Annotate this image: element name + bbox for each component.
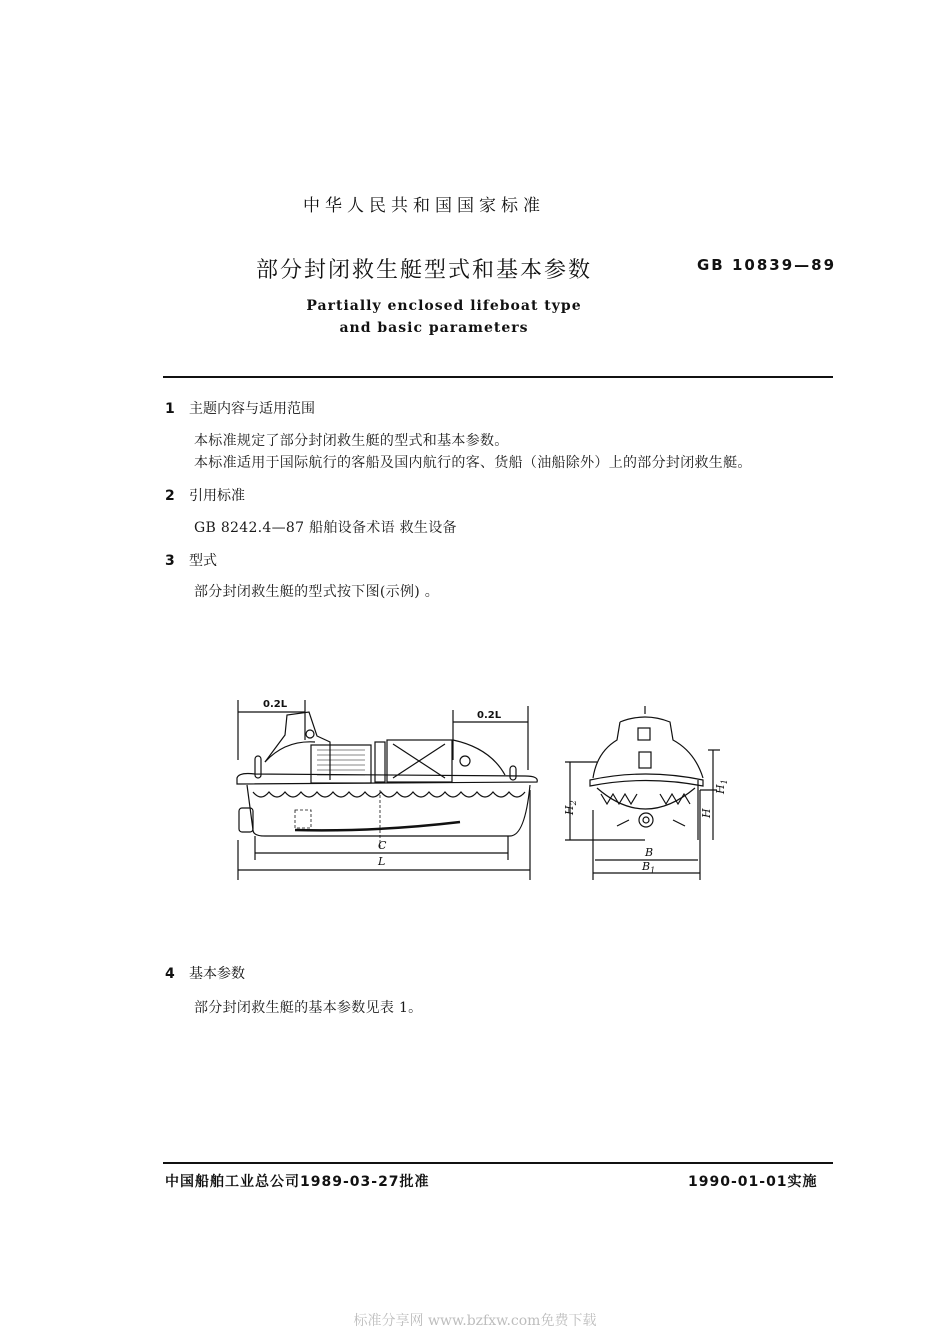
- dim-label-c: C: [378, 839, 387, 852]
- section-title: 基本参数: [189, 966, 245, 982]
- page-title: 部分封闭救生艇型式和基本参数: [255, 258, 592, 283]
- section-1-paragraph-2: 本标准适用于国际航行的客船及国内航行的客、货船（油船除外）上的部分封闭救生艇。: [194, 455, 752, 471]
- english-title-line2: and basic parameters: [339, 320, 529, 336]
- section-2-paragraph: GB 8242.4—87 船舶设备术语 救生设备: [194, 520, 457, 536]
- dim-label-b1: $B_1$: [642, 860, 656, 875]
- section-number: 1: [165, 401, 175, 417]
- dim-label-right: 0.2L: [477, 710, 502, 721]
- english-title-line1: Partially enclosed lifeboat type: [306, 298, 582, 314]
- section-title: 主题内容与适用范围: [189, 401, 315, 417]
- bottom-divider: [163, 1162, 833, 1164]
- section-1-heading: [165, 398, 315, 418]
- section-3-paragraph: 部分封闭救生艇的型式按下图(示例) 。: [194, 584, 440, 600]
- national-standard-label: 中华人民共和国国家标准: [303, 196, 545, 216]
- section-4-heading: [165, 963, 245, 983]
- section-2-heading: [165, 485, 245, 505]
- section-4-paragraph: 部分封闭救生艇的基本参数见表 1。: [194, 1000, 423, 1016]
- section-title: 引用标准: [189, 488, 245, 504]
- dim-label-h: H: [700, 808, 713, 818]
- section-3-heading: [165, 550, 217, 570]
- section-number: 2: [165, 488, 175, 504]
- dim-label-h1: $H_1$: [714, 779, 729, 794]
- standard-code: GB 10839—89: [697, 256, 837, 274]
- section-number: 4: [165, 966, 175, 982]
- dim-label-left: 0.2L: [263, 699, 288, 710]
- lifeboat-diagram: [225, 690, 729, 890]
- approval-date: 中国船舶工业总公司1989-03-27批准: [165, 1174, 430, 1190]
- implementation-date: 1990-01-01实施: [688, 1174, 818, 1190]
- front-view: [563, 706, 729, 880]
- dim-label-b: B: [645, 846, 654, 859]
- dim-label-h2: $H_2$: [563, 800, 578, 815]
- dim-label-l: L: [378, 855, 386, 868]
- side-view: [237, 699, 537, 880]
- top-divider: [163, 376, 833, 378]
- section-title: 型式: [189, 553, 217, 569]
- watermark-text: 标准分享网 www.bzfxw.com免费下载: [353, 1313, 597, 1329]
- section-number: 3: [165, 553, 175, 569]
- section-1-paragraph-1: 本标准规定了部分封闭救生艇的型式和基本参数。: [194, 433, 509, 449]
